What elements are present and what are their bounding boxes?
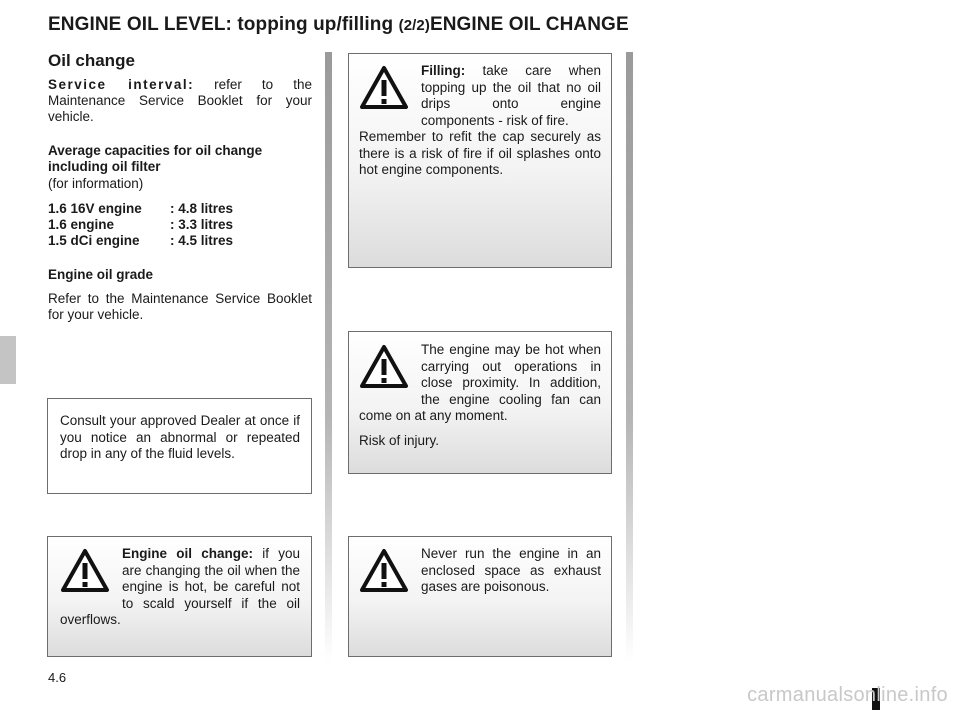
warning-oil-change-label: Engine oil change: [122, 546, 253, 561]
title-part-indicator: (2/2) [398, 17, 430, 34]
service-interval-paragraph [48, 77, 312, 125]
dealer-note-text: Consult your approved Dealer at once if you notice an abnormal or repeated drop in any of the fluid levels. [60, 413, 300, 461]
capacities-note: (for information) [48, 176, 144, 191]
table-row [48, 233, 233, 249]
oil-grade-heading: Engine oil grade [48, 267, 154, 282]
warning-exhaust-text: Never run the engine in an enclosed space as exhaust gases are poisonous. [421, 546, 601, 594]
capacities-heading-line2: including oil filter [48, 159, 161, 174]
engine-name: 1.6 16V engine [48, 201, 142, 216]
table-row [48, 201, 233, 217]
engine-name: 1.5 dCi engine [48, 233, 140, 248]
warning-box-hot-engine [348, 331, 612, 474]
service-interval-label: Service interval: [48, 77, 195, 92]
warning-filling-body: take care when topping up the oil that no oil drips onto engine components - risk of fire. [421, 63, 601, 128]
engine-name: 1.6 engine [48, 217, 115, 232]
capacities-heading [48, 143, 312, 175]
warning-hot-engine-risk: Risk of injury. [359, 432, 440, 448]
warning-triangle-icon [60, 548, 110, 594]
dealer-note-box [47, 398, 312, 494]
warning-triangle-icon [359, 65, 409, 111]
warning-hot-engine-text: The engine may be hot when carrying out operations in close proximity. In addition, the engine cooling fan can come on at any moment. [359, 342, 601, 423]
warning-oil-change-body: if you are changing the oil when the engine is hot, be careful not to scald yourself if the oil overflows. [60, 546, 300, 627]
page-number: 4.6 [48, 670, 67, 685]
column-divider-right [626, 52, 633, 662]
capacities-table [48, 201, 233, 249]
warning-box-oil-change [47, 536, 312, 657]
section-heading-oil-change: Oil change [48, 51, 135, 70]
warning-triangle-icon [359, 548, 409, 594]
engine-capacity: : 3.3 litres [170, 217, 234, 232]
chapter-tab-marker [0, 336, 16, 384]
page-title [48, 14, 629, 36]
title-section: ENGINE OIL CHANGE [429, 14, 629, 35]
warning-box-filling [348, 53, 612, 268]
capacities-heading-line1: Average capacities for oil change [48, 143, 263, 158]
engine-capacity: : 4.5 litres [170, 233, 234, 248]
warning-filling-text2: Remember to refit the cap securely as there is a risk of fire if oil splashes onto hot engine components. [359, 129, 601, 177]
warning-triangle-icon [359, 344, 409, 390]
column-divider-left [325, 52, 332, 662]
watermark: carmanualsonline.info [747, 684, 948, 706]
title-main: ENGINE OIL LEVEL: topping up/filling [48, 14, 399, 35]
warning-box-exhaust [348, 536, 612, 657]
service-interval-text: refer to the Maintenance Service Booklet for your vehicle. [48, 77, 312, 124]
engine-capacity: : 4.8 litres [170, 201, 234, 216]
oil-grade-text: Refer to the Maintenance Service Booklet for your vehicle. [48, 291, 312, 322]
table-row [48, 217, 233, 233]
warning-filling-label: Filling: [421, 63, 466, 78]
